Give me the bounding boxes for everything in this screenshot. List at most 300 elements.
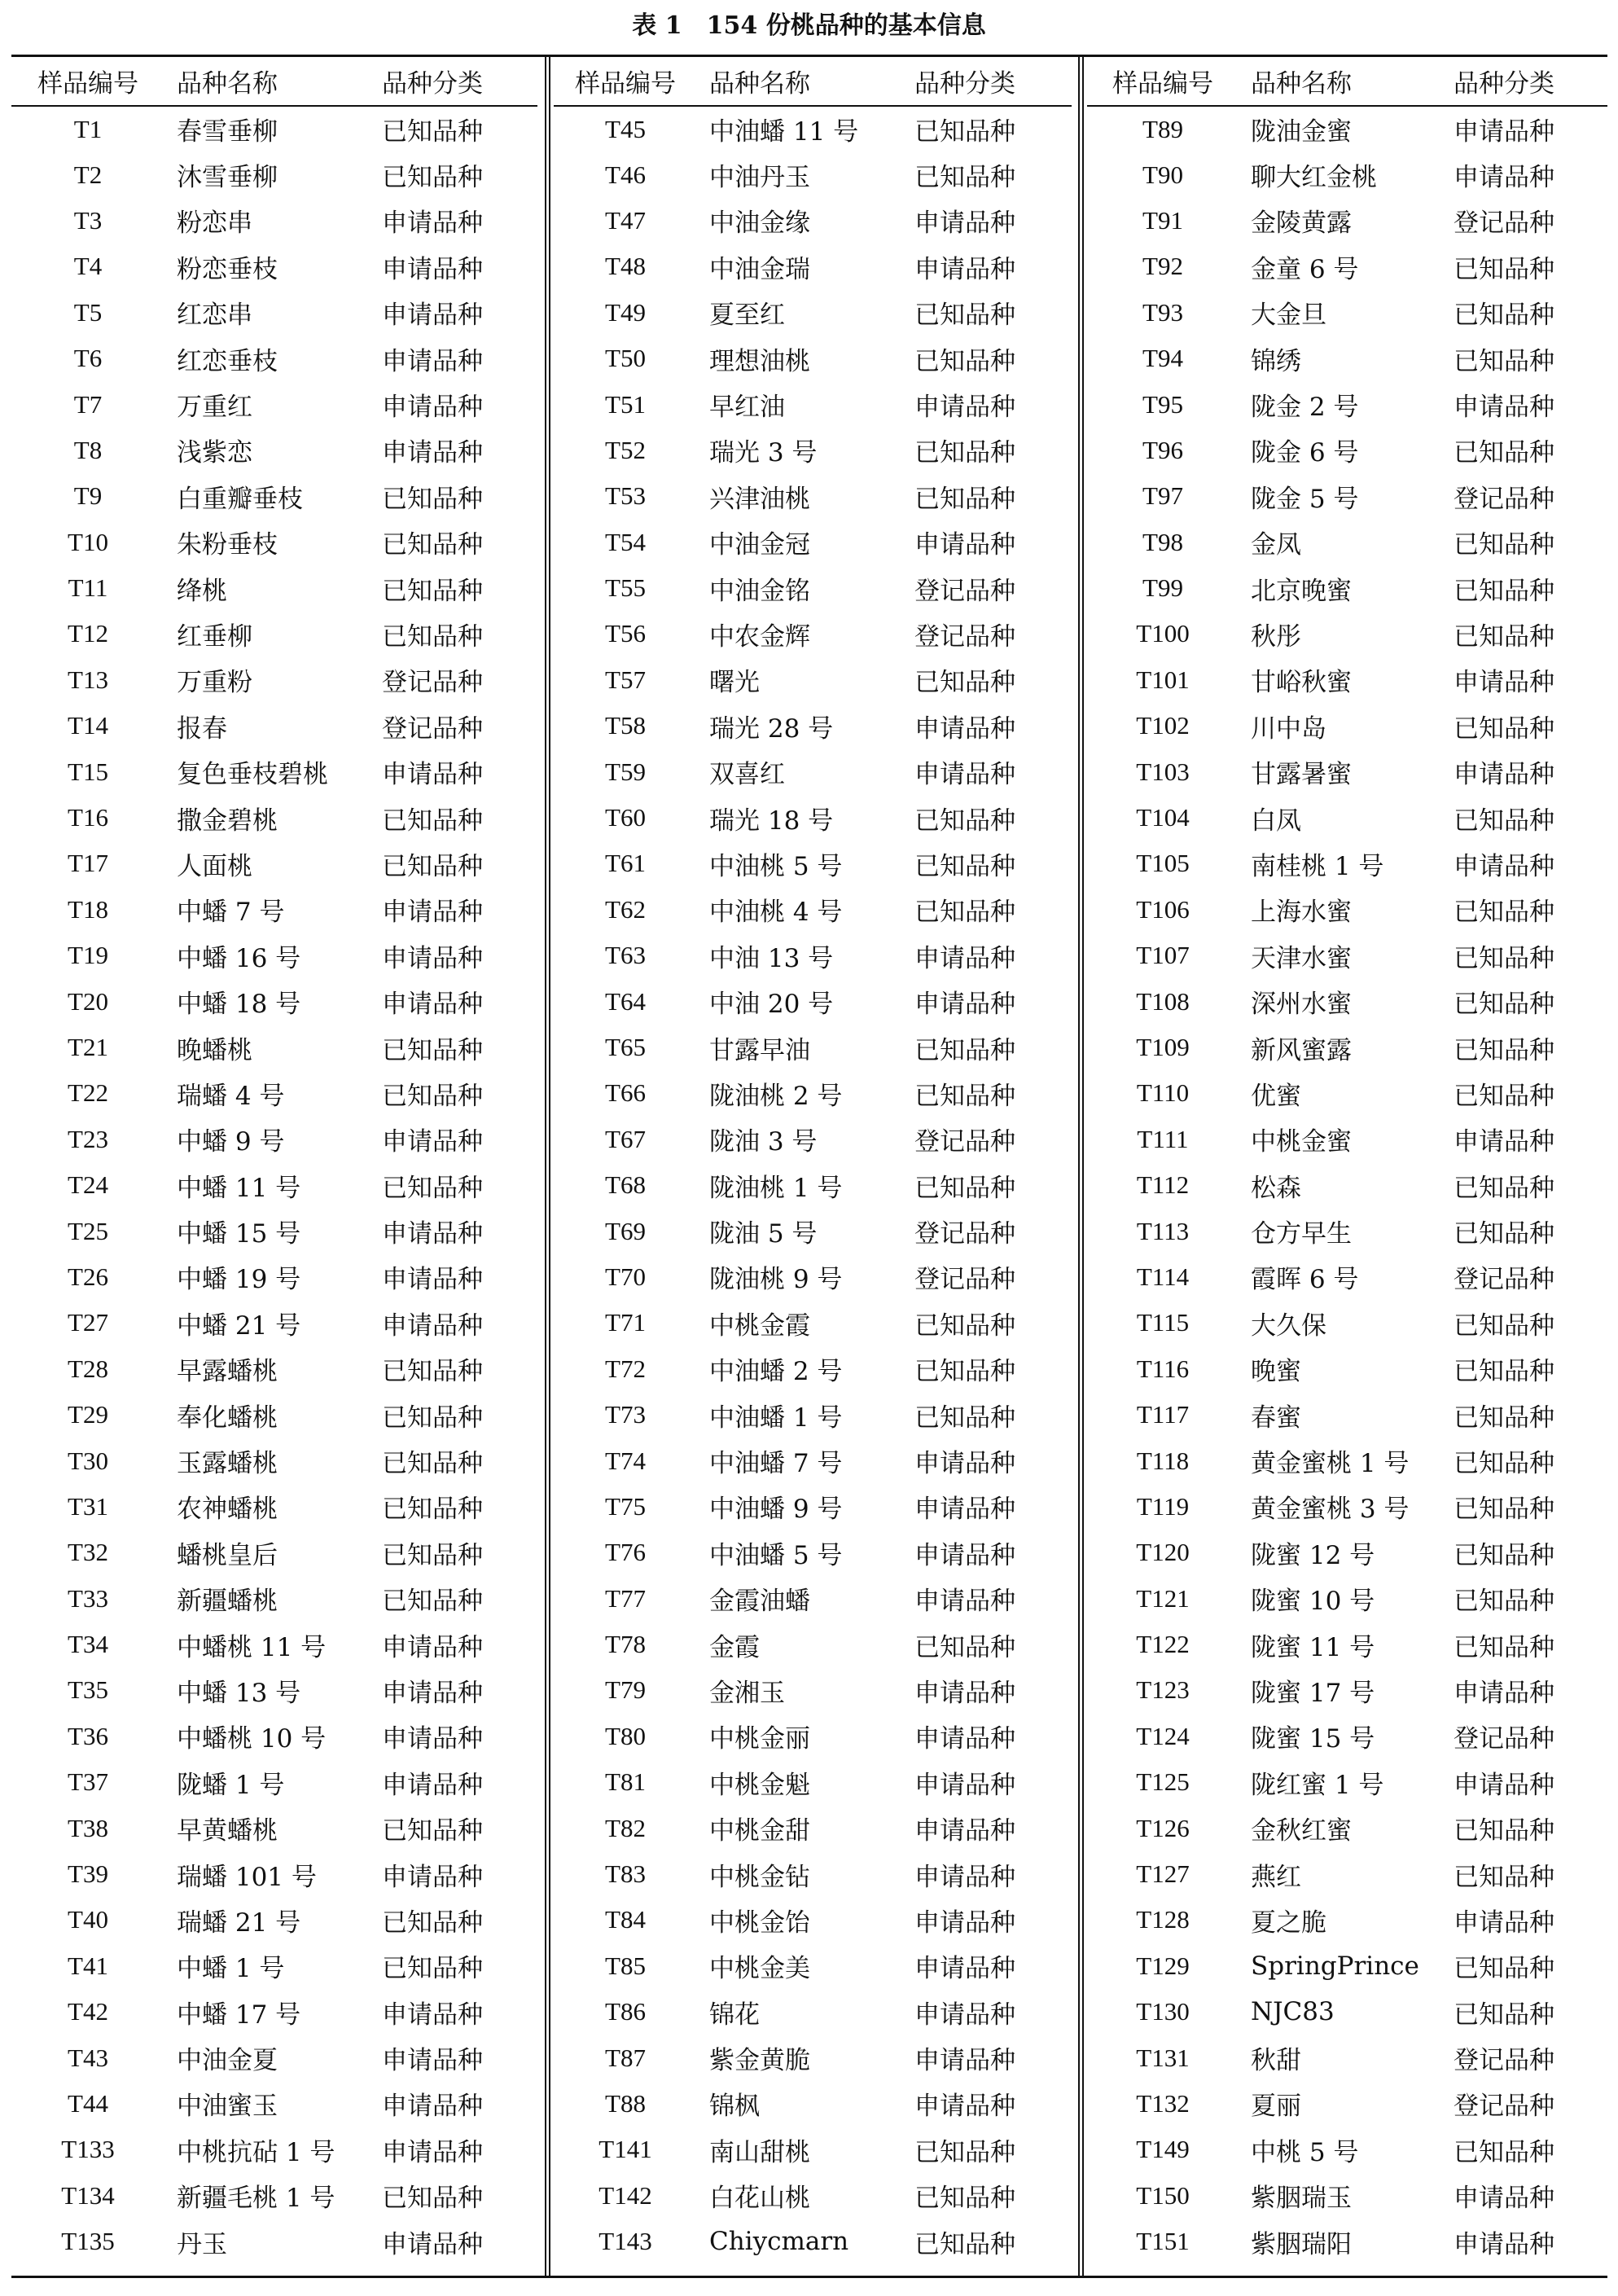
table-row (11, 1438, 537, 1483)
variety-name-cell: 中油蟠 9 号 (709, 1495, 843, 1525)
table-row (11, 1943, 537, 1989)
variety-type-cell: 登记品种 (1454, 1265, 1554, 1295)
variety-name-cell: 金秋红蜜 (1251, 1816, 1352, 1846)
variety-type-cell: 申请品种 (382, 1724, 483, 1754)
variety-name-cell: 中油蜜玉 (177, 2092, 278, 2122)
variety-name-cell: 金霞 (709, 1632, 760, 1662)
sample-id-cell: T99 (1142, 573, 1183, 603)
sample-id-cell: T84 (605, 1905, 646, 1934)
table-row (554, 1667, 1072, 1713)
variety-type-cell: 已知品种 (914, 898, 1015, 928)
sample-id-cell: T58 (605, 711, 646, 740)
variety-name-cell: 天津水蜜 (1251, 943, 1352, 973)
sample-id-cell: T54 (605, 527, 646, 556)
variety-name-cell: 农神蟠桃 (177, 1495, 278, 1525)
variety-name-cell: 中蟠 21 号 (177, 1310, 301, 1341)
panel-separator (545, 55, 550, 2278)
variety-name-cell: 中蟠 11 号 (177, 1173, 301, 1203)
variety-type-cell: 申请品种 (1454, 117, 1554, 147)
variety-type-cell: 申请品种 (1454, 2229, 1554, 2259)
table-header-row (11, 57, 537, 106)
table-row (11, 1714, 537, 1759)
variety-type-cell: 已知品种 (1454, 2000, 1554, 2030)
variety-type-cell: 已知品种 (1454, 1449, 1554, 1479)
sample-id-cell: T85 (605, 1951, 646, 1980)
table-row (1087, 1897, 1607, 1943)
variety-type-cell: 申请品种 (1454, 1770, 1554, 1800)
variety-type-cell: 申请品种 (1454, 163, 1554, 193)
variety-type-cell: 已知品种 (914, 1357, 1015, 1387)
sample-id-cell: T45 (605, 114, 646, 143)
variety-type-cell: 申请品种 (914, 2046, 1015, 2076)
variety-type-cell: 申请品种 (1454, 2184, 1554, 2214)
table-row (554, 244, 1072, 289)
variety-type-cell: 申请品种 (914, 1907, 1015, 1938)
table-row (11, 244, 537, 289)
variety-name-cell: 陇油桃 2 号 (709, 1081, 843, 1111)
sample-id-cell: T151 (1136, 2227, 1190, 2256)
sample-id-cell: T50 (605, 344, 646, 373)
table-row (11, 1208, 537, 1253)
table-row (1087, 565, 1607, 611)
table-row (554, 2219, 1072, 2264)
variety-type-cell: 申请品种 (382, 2000, 483, 2030)
table-row (1087, 106, 1607, 151)
sample-id-cell: T101 (1136, 665, 1190, 694)
table-row (554, 2173, 1072, 2219)
sample-id-cell: T3 (73, 205, 103, 235)
variety-name-cell: 中油金冠 (709, 530, 810, 560)
sample-id-cell: T27 (68, 1308, 108, 1337)
variety-name-cell: 陇油 5 号 (709, 1219, 818, 1249)
table-row (1087, 657, 1607, 703)
sample-id-cell: T72 (605, 1354, 646, 1383)
variety-name-cell: 春蜜 (1251, 1403, 1301, 1433)
variety-name-cell: 陇蟠 1 号 (177, 1770, 285, 1800)
sample-id-cell: T46 (605, 160, 646, 189)
sample-id-cell: T53 (605, 481, 646, 511)
variety-name-cell: 中蟠 15 号 (177, 1219, 301, 1249)
variety-type-cell: 已知品种 (1454, 1081, 1554, 1111)
header-variety-type: 品种分类 (1449, 57, 1607, 106)
table-row (11, 749, 537, 794)
variety-name-cell: 中桃金蜜 (1251, 1127, 1352, 1157)
variety-name-cell: 中油 20 号 (709, 990, 834, 1020)
variety-type-cell: 申请品种 (914, 1449, 1015, 1479)
table-row (1087, 198, 1607, 244)
variety-name-cell: 新疆毛桃 1 号 (177, 2184, 335, 2214)
variety-name-cell: 沐雪垂柳 (177, 163, 278, 193)
table-row (11, 887, 537, 933)
sample-id-cell: T37 (68, 1767, 108, 1797)
variety-name-cell: 陇油 3 号 (709, 1127, 818, 1157)
data-table (11, 57, 537, 2264)
variety-type-cell: 申请品种 (914, 760, 1015, 790)
header-variety-type: 品种分类 (910, 57, 1072, 106)
table-bottom-rule (11, 2276, 1607, 2278)
sample-id-cell: T43 (68, 2043, 108, 2072)
table-row (11, 290, 537, 336)
table-row (11, 2035, 537, 2080)
variety-name-cell: 锦枫 (709, 2092, 760, 2122)
variety-type-cell: 申请品种 (382, 1770, 483, 1800)
variety-type-cell: 登记品种 (1454, 2046, 1554, 2076)
variety-type-cell: 已知品种 (382, 806, 483, 836)
sample-id-cell: T79 (605, 1675, 646, 1705)
table-row (554, 978, 1072, 1024)
variety-name-cell: 中桃金魁 (709, 1770, 810, 1800)
variety-name-cell: 中桃金美 (709, 1954, 810, 1984)
sample-id-cell: T4 (73, 252, 103, 281)
variety-type-cell: 申请品种 (914, 713, 1015, 744)
sample-id-cell: T95 (1142, 389, 1183, 419)
sample-id-cell: T123 (1136, 1675, 1190, 1705)
table-row (1087, 2127, 1607, 2172)
variety-type-cell: 申请品种 (914, 1540, 1015, 1570)
sample-id-cell: T108 (1136, 986, 1190, 1016)
variety-type-cell: 申请品种 (1454, 393, 1554, 423)
sample-id-cell: T49 (605, 297, 646, 327)
table-row (11, 1300, 537, 1346)
variety-type-cell: 申请品种 (382, 1127, 483, 1157)
variety-name-cell: 聊大红金桃 (1251, 163, 1377, 193)
variety-name-cell: 大金旦 (1251, 301, 1326, 331)
variety-name-cell: 人面桃 (177, 851, 252, 881)
table-row (11, 2173, 537, 2219)
variety-type-cell: 已知品种 (1454, 254, 1554, 284)
variety-name-cell: 紫胭瑞玉 (1251, 2184, 1352, 2214)
table-row (11, 1392, 537, 1438)
sample-id-cell: T34 (68, 1630, 108, 1659)
variety-name-cell: 甘峪秋蜜 (1251, 668, 1352, 698)
variety-type-cell: 已知品种 (1454, 1357, 1554, 1387)
sample-id-cell: T130 (1136, 1997, 1190, 2026)
sample-id-cell: T32 (68, 1538, 108, 1567)
sample-id-cell: T56 (605, 619, 646, 648)
table-row (11, 2081, 537, 2127)
variety-name-cell: NJC83 (1251, 1997, 1335, 2027)
variety-name-cell: 理想油桃 (709, 346, 810, 376)
sample-id-cell: T93 (1142, 297, 1183, 327)
variety-name-cell: 仓方早生 (1251, 1219, 1352, 1249)
table-row (1087, 1162, 1607, 1208)
table-row (554, 1300, 1072, 1346)
sample-id-cell: T7 (73, 389, 103, 419)
table-row (554, 703, 1072, 749)
variety-type-cell: 申请品种 (382, 254, 483, 284)
variety-name-cell: 陇蜜 11 号 (1251, 1632, 1375, 1662)
sample-id-cell: T143 (599, 2227, 652, 2256)
table-row (11, 1346, 537, 1392)
sample-id-cell: T114 (1136, 1262, 1190, 1291)
variety-name-cell: Chiycmarn (709, 2227, 849, 2257)
variety-name-cell: 玉露蟠桃 (177, 1449, 278, 1479)
variety-name-cell: 陇金 6 号 (1251, 438, 1359, 468)
variety-name-cell: SpringPrince (1251, 1951, 1419, 1981)
table-row (1087, 1484, 1607, 1530)
variety-type-cell: 已知品种 (1454, 1862, 1554, 1892)
sample-id-cell: T141 (599, 2135, 652, 2164)
variety-type-cell: 申请品种 (914, 209, 1015, 239)
sample-id-cell: T78 (605, 1630, 646, 1659)
variety-type-cell: 已知品种 (1454, 713, 1554, 744)
sample-id-cell: T63 (605, 941, 646, 970)
variety-name-cell: 中蟠 7 号 (177, 898, 285, 928)
table-row (11, 1851, 537, 1897)
variety-name-cell: 蟠桃皇后 (177, 1540, 278, 1570)
table-row (554, 1989, 1072, 2035)
variety-name-cell: 陇蜜 15 号 (1251, 1724, 1375, 1754)
variety-type-cell: 申请品种 (914, 1954, 1015, 1984)
table-row (11, 1622, 537, 1667)
table-row (11, 657, 537, 703)
sample-id-cell: T21 (68, 1033, 108, 1061)
variety-name-cell: 撒金碧桃 (177, 806, 278, 836)
variety-name-cell: 中蟠 17 号 (177, 2000, 301, 2030)
sample-id-cell: T64 (605, 986, 646, 1016)
variety-name-cell: 瑞光 28 号 (709, 713, 834, 744)
table-row (1087, 703, 1607, 749)
variety-type-cell: 已知品种 (914, 484, 1015, 514)
table-row (554, 1392, 1072, 1438)
variety-type-cell: 申请品种 (914, 2000, 1015, 2030)
variety-name-cell: 金湘玉 (709, 1678, 785, 1708)
variety-name-cell: 中蟠 9 号 (177, 1127, 285, 1157)
variety-type-cell: 已知品种 (382, 1587, 483, 1617)
variety-name-cell: 中油蟠 1 号 (709, 1403, 843, 1433)
table-row (1087, 428, 1607, 473)
table-row (11, 1484, 537, 1530)
variety-type-cell: 已知品种 (914, 1632, 1015, 1662)
variety-type-cell: 已知品种 (382, 1357, 483, 1387)
variety-type-cell: 申请品种 (382, 301, 483, 331)
table-row (554, 657, 1072, 703)
variety-type-cell: 登记品种 (1454, 484, 1554, 514)
sample-id-cell: T8 (73, 435, 103, 464)
variety-name-cell: 北京晚蜜 (1251, 576, 1352, 606)
header-sample-id: 样品编号 (554, 57, 697, 106)
sample-id-cell: T112 (1136, 1170, 1190, 1200)
sample-id-cell: T82 (605, 1813, 646, 1842)
sample-id-cell: T47 (605, 205, 646, 235)
variety-name-cell: 中桃金饴 (709, 1907, 810, 1938)
variety-name-cell: 中蟠 1 号 (177, 1954, 285, 1984)
sample-id-cell: T132 (1136, 2088, 1190, 2118)
variety-type-cell: 已知品种 (382, 530, 483, 560)
variety-type-cell: 已知品种 (382, 1540, 483, 1570)
variety-type-cell: 申请品种 (382, 1310, 483, 1341)
sample-id-cell: T105 (1136, 849, 1190, 878)
variety-name-cell: 深州水蜜 (1251, 990, 1352, 1020)
sample-id-cell: T111 (1137, 1124, 1189, 1153)
variety-name-cell: 陇金 2 号 (1251, 393, 1359, 423)
table-row (554, 1484, 1072, 1530)
table-row (1087, 473, 1607, 519)
sample-id-cell: T83 (605, 1859, 646, 1889)
variety-name-cell: 中油金瑞 (709, 254, 810, 284)
sample-id-cell: T91 (1142, 205, 1183, 235)
sample-id-cell: T119 (1136, 1491, 1190, 1521)
sample-id-cell: T109 (1136, 1033, 1190, 1061)
variety-name-cell: 丹玉 (177, 2229, 227, 2259)
table-row (11, 336, 537, 381)
table-row (11, 978, 537, 1024)
variety-type-cell: 登记品种 (1454, 209, 1554, 239)
variety-type-cell: 已知品种 (1454, 2137, 1554, 2167)
variety-name-cell: 万重红 (177, 393, 252, 423)
table-row (11, 473, 537, 519)
variety-name-cell: 松森 (1251, 1173, 1301, 1203)
table-panel-3 (1087, 57, 1607, 2264)
table-row (1087, 1392, 1607, 1438)
table-row (1087, 1943, 1607, 1989)
sample-id-cell: T9 (73, 481, 103, 511)
variety-type-cell: 已知品种 (914, 1310, 1015, 1341)
sample-id-cell: T1 (73, 114, 103, 143)
variety-name-cell: 中油 13 号 (709, 943, 834, 973)
variety-type-cell: 申请品种 (914, 943, 1015, 973)
variety-type-cell: 申请品种 (382, 346, 483, 376)
sample-id-cell: T59 (605, 757, 646, 786)
variety-name-cell: 优蜜 (1251, 1081, 1301, 1111)
variety-type-cell: 申请品种 (1454, 760, 1554, 790)
variety-type-cell: 申请品种 (382, 1265, 483, 1295)
variety-type-cell: 已知品种 (914, 668, 1015, 698)
sample-id-cell: T110 (1136, 1078, 1190, 1108)
table-row (554, 611, 1072, 656)
sample-id-cell: T150 (1136, 2180, 1190, 2210)
variety-type-cell: 申请品种 (1454, 851, 1554, 881)
table-row (554, 1530, 1072, 1575)
variety-name-cell: 中蟠桃 11 号 (177, 1632, 327, 1662)
sample-id-cell: T65 (605, 1033, 646, 1061)
sample-id-cell: T51 (605, 389, 646, 419)
header-variety-name: 品种名称 (1239, 57, 1449, 106)
sample-id-cell: T38 (68, 1813, 108, 1842)
table-row (554, 2127, 1072, 2172)
table-row (1087, 1989, 1607, 2035)
variety-type-cell: 已知品种 (382, 1907, 483, 1938)
table-row (11, 1989, 537, 2035)
table-row (11, 1667, 537, 1713)
variety-type-cell: 已知品种 (382, 1954, 483, 1984)
table-row (11, 611, 537, 656)
variety-type-cell: 已知品种 (382, 1081, 483, 1111)
variety-type-cell: 已知品种 (914, 2184, 1015, 2214)
table-row (1087, 1208, 1607, 1253)
table-row (1087, 1438, 1607, 1483)
table-row (554, 1070, 1072, 1116)
table-row (554, 1254, 1072, 1300)
variety-name-cell: 南桂桃 1 号 (1251, 851, 1384, 881)
variety-name-cell: 甘露早油 (709, 1035, 810, 1065)
variety-type-cell: 已知品种 (382, 1035, 483, 1065)
table-row (11, 1162, 537, 1208)
table-row (554, 1117, 1072, 1162)
sample-id-cell: T86 (605, 1997, 646, 2026)
variety-name-cell: 中蟠 18 号 (177, 990, 301, 1020)
sample-id-cell: T42 (68, 1997, 108, 2026)
table-row (11, 933, 537, 978)
variety-name-cell: 曙光 (709, 668, 760, 698)
variety-type-cell: 已知品种 (914, 1403, 1015, 1433)
table-row (554, 381, 1072, 427)
sample-id-cell: T68 (605, 1170, 646, 1200)
variety-name-cell: 甘露暑蜜 (1251, 760, 1352, 790)
variety-name-cell: 金陵黄露 (1251, 209, 1352, 239)
variety-type-cell: 已知品种 (914, 2229, 1015, 2259)
table-row (554, 1851, 1072, 1897)
table-row (11, 1805, 537, 1850)
header-variety-name: 品种名称 (697, 57, 910, 106)
table-row (11, 1254, 537, 1300)
header-sample-id: 样品编号 (11, 57, 164, 106)
variety-type-cell: 申请品种 (914, 1678, 1015, 1708)
variety-type-cell: 已知品种 (914, 1081, 1015, 1111)
variety-type-cell: 登记品种 (914, 1265, 1015, 1295)
variety-type-cell: 已知品种 (382, 851, 483, 881)
table-row (11, 428, 537, 473)
variety-name-cell: 新疆蟠桃 (177, 1587, 278, 1617)
table-row (1087, 1530, 1607, 1575)
variety-type-cell: 申请品种 (382, 1678, 483, 1708)
variety-name-cell: 白凤 (1251, 806, 1301, 836)
variety-type-cell: 已知品种 (914, 301, 1015, 331)
sample-id-cell: T22 (68, 1078, 108, 1108)
variety-type-cell: 登记品种 (382, 668, 483, 698)
variety-name-cell: 中桃金霞 (709, 1310, 810, 1341)
table-caption (0, 10, 1618, 42)
sample-id-cell: T14 (68, 711, 108, 740)
variety-name-cell: 瑞光 3 号 (709, 438, 818, 468)
variety-type-cell: 已知品种 (914, 851, 1015, 881)
variety-name-cell: 浅紫恋 (177, 438, 252, 468)
table-row (1087, 381, 1607, 427)
variety-name-cell: 新风蜜露 (1251, 1035, 1352, 1065)
table-row (1087, 2173, 1607, 2219)
variety-type-cell: 已知品种 (1454, 530, 1554, 560)
variety-name-cell: 金凤 (1251, 530, 1301, 560)
variety-type-cell: 申请品种 (382, 438, 483, 468)
table-row (1087, 1070, 1607, 1116)
variety-type-cell: 申请品种 (382, 1632, 483, 1662)
table-row (554, 151, 1072, 197)
variety-type-cell: 登记品种 (914, 1127, 1015, 1157)
variety-type-cell: 已知品种 (1454, 576, 1554, 606)
sample-id-cell: T100 (1136, 619, 1190, 648)
variety-type-cell: 申请品种 (382, 2137, 483, 2167)
table-row (554, 1576, 1072, 1622)
table-row (11, 1070, 537, 1116)
header-sample-id: 样品编号 (1087, 57, 1239, 106)
sample-id-cell: T25 (68, 1216, 108, 1245)
variety-type-cell: 申请品种 (382, 209, 483, 239)
sample-id-cell: T77 (605, 1583, 646, 1613)
variety-type-cell: 已知品种 (1454, 1495, 1554, 1525)
sample-id-cell: T113 (1136, 1216, 1190, 1245)
table-row (11, 106, 537, 151)
variety-name-cell: 黄金蜜桃 3 号 (1251, 1495, 1410, 1525)
variety-name-cell: 中桃金丽 (709, 1724, 810, 1754)
table-row (554, 336, 1072, 381)
variety-name-cell: 中油蟠 2 号 (709, 1357, 843, 1387)
variety-name-cell: 粉恋垂枝 (177, 254, 278, 284)
data-table (554, 57, 1072, 2264)
sample-id-cell: T71 (605, 1308, 646, 1337)
variety-name-cell: 中蟠 13 号 (177, 1678, 301, 1708)
table-row (11, 1117, 537, 1162)
sample-id-cell: T10 (68, 527, 108, 556)
